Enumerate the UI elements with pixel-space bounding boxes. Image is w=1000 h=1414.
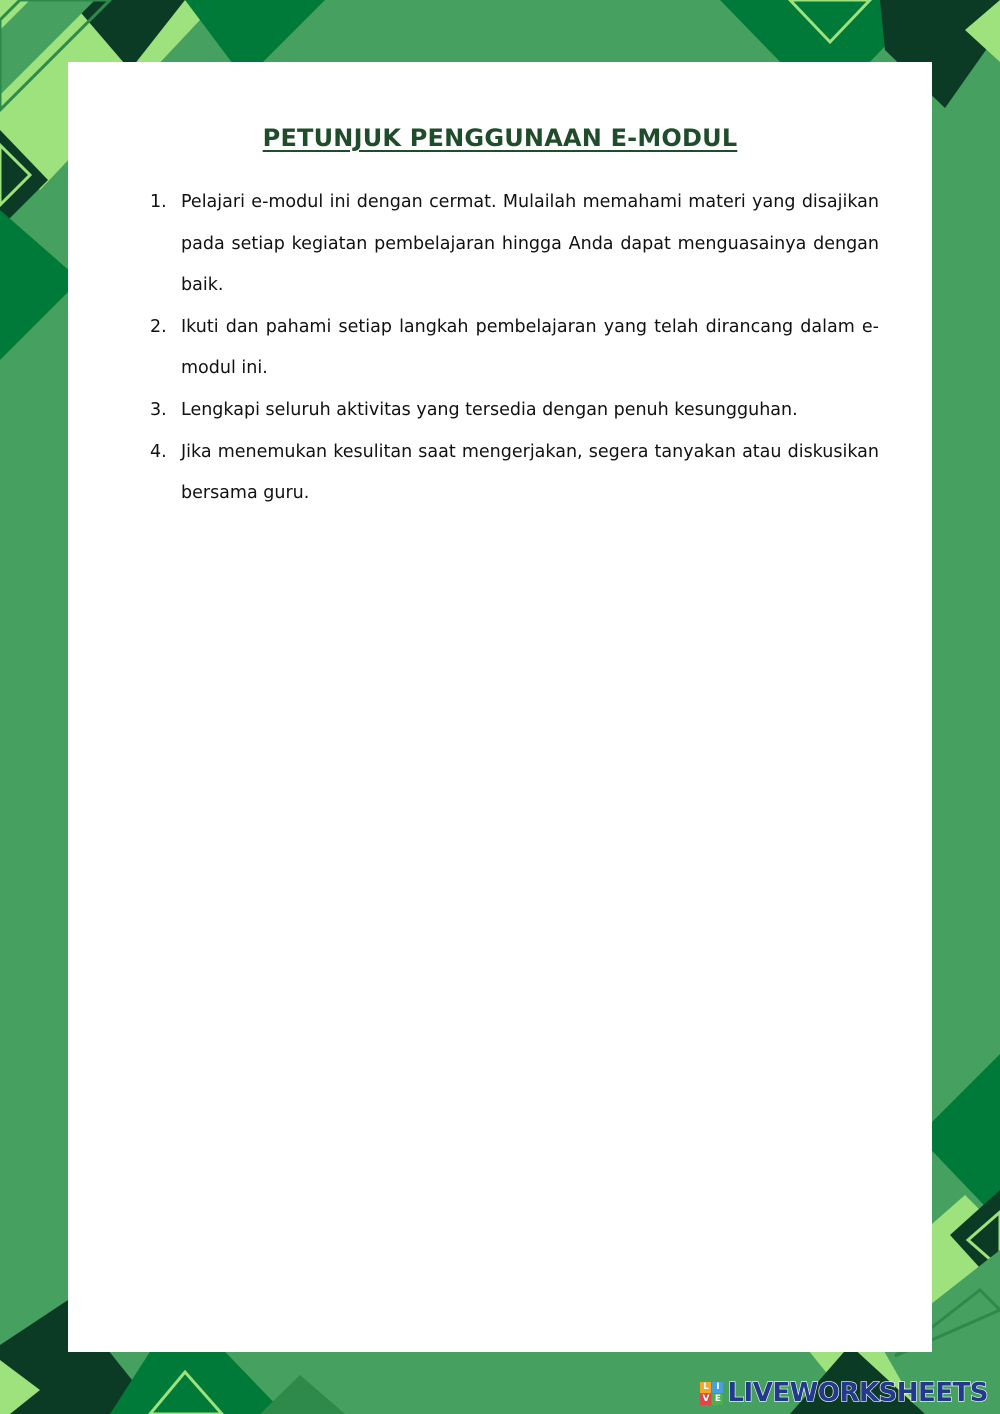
- logo-letter-e: E: [712, 1394, 723, 1405]
- list-item-number: 4.: [150, 441, 167, 462]
- list-item-number: 2.: [150, 316, 167, 337]
- instruction-list: [150, 182, 879, 515]
- list-item: [150, 182, 879, 307]
- liveworksheets-wordmark: LIVEWORKSHEETS: [727, 1378, 988, 1408]
- logo-letter-l: L: [700, 1382, 711, 1393]
- list-item-text: Jika menemukan kesulitan saat mengerjakan, segera tanyakan atau diskusikan bersama guru.: [181, 441, 879, 504]
- logo-letter-v: V: [700, 1394, 711, 1405]
- list-item-number: 3.: [150, 399, 167, 420]
- liveworksheets-mark-icon: [700, 1382, 723, 1405]
- list-item: [150, 307, 879, 390]
- list-item: [150, 390, 879, 432]
- logo-letter-i: I: [712, 1382, 723, 1393]
- list-item: [150, 432, 879, 515]
- list-item-text: Lengkapi seluruh aktivitas yang tersedia dengan penuh kesungguhan.: [181, 399, 798, 420]
- list-item-text: Pelajari e-modul ini dengan cermat. Mulailah memahami materi yang disajikan pada setiap kegiatan pembelajaran hingga Anda dapat menguasainya dengan baik.: [181, 192, 879, 296]
- list-item-text: Ikuti dan pahami setiap langkah pembelajaran yang telah dirancang dalam e-modul ini.: [181, 316, 879, 379]
- page-title: PETUNJUK PENGGUNAAN E-MODUL: [262, 124, 738, 152]
- liveworksheets-logo: [700, 1378, 988, 1408]
- list-item-number: 1.: [150, 192, 167, 212]
